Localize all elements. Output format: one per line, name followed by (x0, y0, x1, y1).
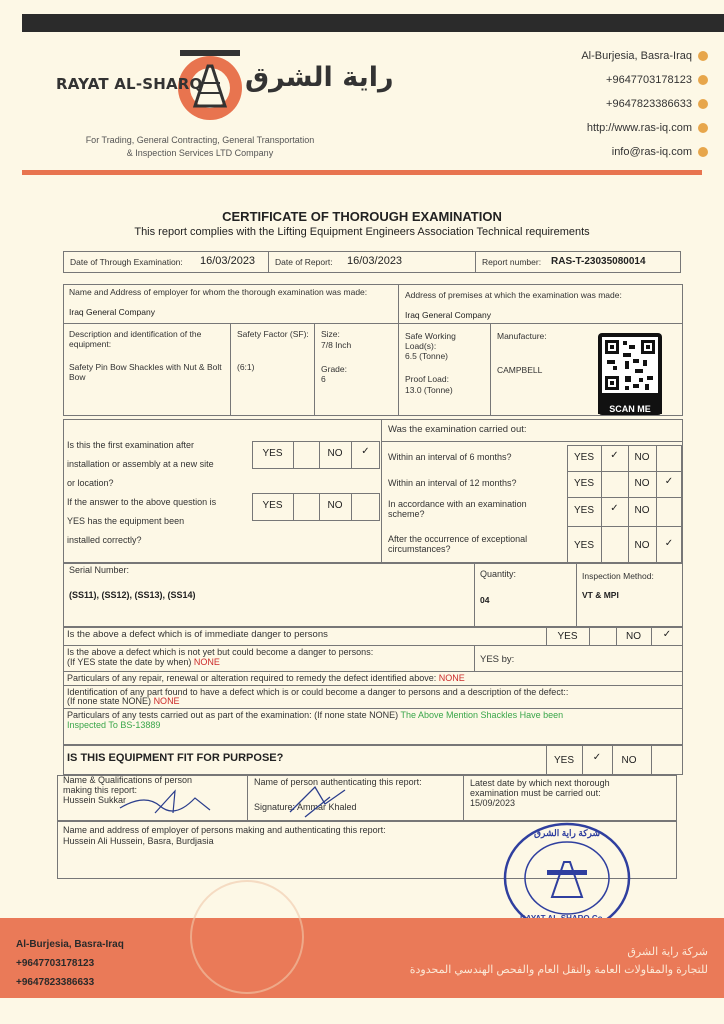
report-number-label: Report number: (482, 257, 542, 267)
size-value: 7/8 Inch (321, 340, 352, 350)
q1-line-2: installation or assembly at a new site (67, 459, 214, 469)
c2-no: NO (634, 478, 650, 489)
quantity-value: 04 (480, 595, 490, 605)
c1-no: NO (634, 452, 650, 463)
phone-icon (698, 75, 708, 85)
divider (576, 563, 577, 627)
future-danger-none: NONE (193, 657, 220, 667)
interval-12-label: Within an interval of 12 months? (388, 478, 517, 488)
c1-yes: YES (573, 452, 594, 463)
divider (314, 323, 315, 416)
q1-line-3: or location? (67, 478, 114, 488)
divider (268, 251, 269, 273)
safety-factor-label: Safety Factor (SF): (237, 329, 309, 339)
c2-no-check[interactable]: ✓ (664, 476, 674, 487)
whatsapp-icon (698, 99, 708, 109)
authenticator-label: Name of person authenticating this report: (254, 777, 422, 787)
q1-no-checkmark[interactable]: ✓ (361, 446, 370, 457)
top-bar (22, 14, 724, 32)
fit-for-purpose-label: IS THIS EQUIPMENT FIT FOR PURPOSE? (67, 752, 284, 764)
divider (63, 708, 683, 709)
defect-id-label: Identification of any part found to have a defect which is or could become a danger to persons and a description of the defect:: (67, 687, 569, 697)
employer-label: Name and Address of employer for whom the thorough examination was made: (69, 287, 368, 297)
employer-value: Iraq General Company (69, 307, 155, 317)
footer-arabic (348, 943, 708, 979)
header-address: Al-Burjesia, Basra-Iraq (448, 44, 708, 68)
c4-no: NO (634, 540, 650, 551)
tagline (40, 134, 360, 160)
description-label: Description and identification of the equipment: (69, 329, 202, 349)
reporter-signature (115, 788, 215, 818)
c3-yes-check[interactable]: ✓ (610, 503, 619, 514)
footer-address: Al-Burjesia, Basra-Iraq (16, 939, 124, 950)
next-exam-label-2: examination must be carried out: (470, 788, 601, 798)
footer-contacts (16, 935, 124, 992)
interval-6-label: Within an interval of 6 months? (388, 452, 512, 462)
doc-title: CERTIFICATE OF THOROUGH EXAMINATION (222, 209, 502, 224)
next-exam-label-1: Latest date by which next thorough (470, 778, 610, 788)
method-label: Inspection Method: (582, 571, 654, 581)
footer-arabic-2: للتجارة والمقاولات العامة والنقل العام والفحص الهندسي المحدودة (409, 964, 708, 976)
scan-me-label: SCAN ME (598, 404, 662, 414)
divider (63, 645, 683, 646)
location-icon (698, 51, 708, 61)
qr-code-pattern (598, 333, 662, 399)
divider (293, 441, 294, 469)
divider (567, 471, 682, 472)
d1-no-check[interactable]: ✓ (662, 629, 672, 640)
divider (381, 441, 683, 442)
footer-watermark-logo (190, 880, 304, 994)
repair-label (67, 673, 465, 683)
method-value: VT & MPI (582, 590, 619, 600)
defect-id-hint (67, 696, 180, 706)
footer-phone-2: +9647823386633 (16, 977, 95, 988)
tests-text: Particulars of any tests carried out as part of the examination: (If none state NONE) (67, 710, 399, 720)
c4-no-check[interactable]: ✓ (664, 538, 674, 549)
exam-date-label: Date of Through Examination: (70, 257, 183, 267)
question-installed-correctly (67, 493, 216, 550)
authenticator-signature: Signature: Ammar Khaled (254, 802, 357, 812)
c2-yes: YES (573, 478, 594, 489)
divider (463, 775, 464, 821)
divider (230, 323, 231, 416)
reporter-label-2: making this report: (63, 785, 138, 795)
hint-text: (If YES state the date by when) (67, 657, 192, 667)
tests-value-1: The Above Mention Shackles Have been (400, 710, 564, 720)
next-exam-date: 15/09/2023 (470, 798, 516, 808)
c1-yes-check[interactable]: ✓ (610, 450, 619, 461)
defect-id-none: NONE (153, 696, 180, 706)
reporter-name: Hussein Sukkar (63, 795, 127, 805)
divider (490, 323, 491, 416)
divider (589, 627, 590, 645)
proof-load-value: 13.0 (Tonne) (405, 385, 453, 395)
q2-yes-label: YES (262, 500, 283, 511)
divider (567, 526, 682, 527)
fit-yes: YES (553, 755, 574, 766)
swl-label: Safe Working Load(s): (405, 331, 456, 351)
yes-by-label: YES by: (480, 654, 515, 665)
carried-out-label: Was the examination carried out: (388, 424, 527, 435)
tagline-line-2: & Inspection Services LTD Company (126, 148, 274, 158)
q2-no-label: NO (327, 500, 343, 511)
equipment-block (63, 284, 683, 416)
divider (474, 645, 475, 671)
stamp-arabic: شركة راية الشرق (534, 828, 601, 838)
divider (293, 493, 294, 521)
exam-date: 16/03/2023 (200, 255, 256, 267)
header-divider (22, 170, 702, 175)
size-label: Size: (321, 329, 340, 339)
header-email[interactable]: info@ras-iq.com (448, 140, 708, 164)
c4-yes: YES (573, 540, 594, 551)
divider (474, 563, 475, 627)
divider (398, 284, 399, 416)
q1-line-1: Is this the first examination after (67, 440, 195, 450)
employer-persons-label: Name and address of employer of persons making and authenticating this report: (63, 825, 386, 835)
exam-scheme-label: In accordance with an examination scheme? (388, 499, 527, 519)
fit-yes-check[interactable]: ✓ (592, 752, 602, 763)
divider (475, 251, 476, 273)
tests-value-2: Inspected To BS-13889 (67, 720, 161, 730)
swl-value: 6.5 (Tonne) (405, 351, 448, 361)
q2-line-2: YES has the equipment been (67, 516, 185, 526)
safety-factor-value: (6:1) (237, 362, 255, 372)
company-name-ar: راية الشرق (245, 62, 394, 93)
employer-persons-value: Hussein Ali Hussein, Basra, Burdjasia (63, 836, 214, 846)
footer-phone-1: +9647703178123 (16, 958, 95, 969)
d1-no: NO (626, 631, 641, 642)
globe-icon (698, 123, 708, 133)
serial-label: Serial Number: (69, 565, 130, 575)
mail-icon (698, 147, 708, 157)
q2-line-1: If the answer to the above question is (67, 497, 217, 507)
divider (63, 671, 683, 672)
premises-value: Iraq General Company (405, 310, 491, 320)
future-danger-hint (67, 657, 220, 667)
manufacture-value: CAMPBELL (497, 365, 543, 375)
description-value: Safety Pin Bow Shackles with Nut & Bolt Bow (69, 362, 222, 382)
exceptional-label: After the occurrence of exceptional circumstances? (388, 534, 528, 554)
header-contacts (448, 44, 708, 164)
fit-no: NO (621, 755, 637, 766)
divider (567, 497, 682, 498)
report-number: RAS-T-23035080014 (551, 256, 646, 267)
d1-yes: YES (557, 631, 578, 642)
report-date-label: Date of Report: (275, 257, 333, 267)
tests-label (67, 710, 667, 720)
question-first-exam (67, 436, 214, 493)
q2-line-3: installed correctly? (67, 535, 142, 545)
future-danger-label: Is the above a defect which is not yet but could become a danger to persons: (67, 647, 374, 657)
q1-yes-label: YES (262, 448, 283, 459)
c3-no: NO (634, 505, 650, 516)
c3-yes: YES (573, 505, 594, 516)
reporter-label-1: Name & Qualifications of person (63, 775, 193, 785)
footer-arabic-1: شركة راية الشرق (627, 946, 708, 958)
proof-load-label: Proof Load: (405, 374, 449, 384)
doc-subtitle: This report complies with the Lifting Equipment Engineers Association Technical requirements (134, 226, 590, 238)
divider (63, 323, 683, 324)
next-exam-label (470, 778, 610, 808)
company-name-en: RAYAT AL-SHARQ (56, 75, 203, 93)
tagline-line-1: For Trading, General Contracting, General Transportation (85, 135, 315, 145)
hint-text: (If none state NONE) (67, 696, 152, 706)
header-phone-2: +9647823386633 (448, 92, 708, 116)
repair-text: Particulars of any repair, renewal or alteration required to remedy the defect identified above: (67, 673, 437, 683)
serial-value: (SS11), (SS12), (SS13), (SS14) (69, 590, 196, 600)
report-date: 16/03/2023 (347, 255, 403, 267)
header-phone-1: +9647703178123 (448, 68, 708, 92)
quantity-label: Quantity: (480, 569, 517, 579)
grade-label: Grade: (321, 364, 347, 374)
authenticator-signature-mark (285, 782, 355, 822)
header-website[interactable]: http://www.ras-iq.com (448, 116, 708, 140)
divider (247, 775, 248, 821)
qr-code[interactable] (598, 333, 662, 415)
manufacture-label: Manufacture: (497, 331, 547, 341)
divider (351, 493, 352, 521)
premises-label: Address of premises at which the examination was made: (405, 290, 622, 300)
q1-no-label: NO (327, 448, 343, 459)
repair-none: NONE (438, 673, 465, 683)
grade-value: 6 (321, 374, 326, 384)
immediate-danger-label: Is the above a defect which is of immediate danger to persons (67, 629, 328, 640)
divider (63, 685, 683, 686)
